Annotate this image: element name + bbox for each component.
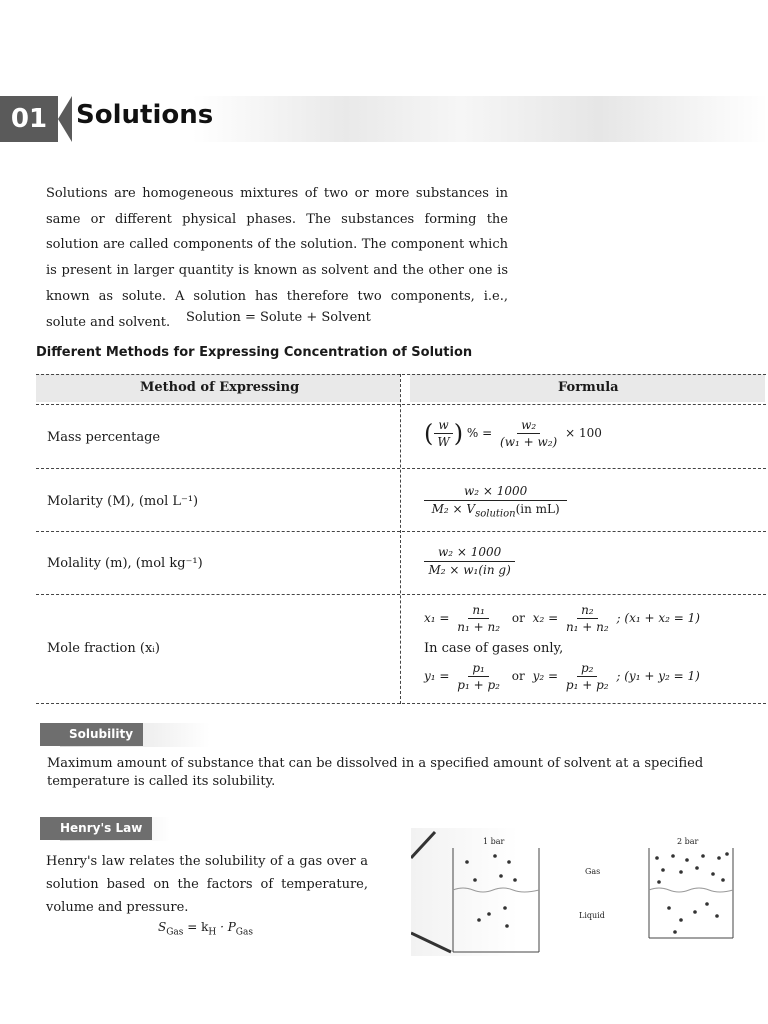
row-label-molality: Molality (m), (mol kg⁻¹)	[47, 556, 203, 571]
henry-description: Henry's law relates the solubility of a gas over a solution based on the factors of temperature, volume and pressure.	[46, 854, 368, 915]
gas-molecules-right	[655, 852, 729, 934]
formula-molality: $\frac{\text{w₂ × 1000}}{\text{M₂ × w₁(in g)}}$	[424, 545, 515, 577]
table-rule	[36, 594, 766, 595]
table-rule	[36, 404, 766, 405]
table-rule	[36, 468, 766, 469]
table-rule	[36, 374, 766, 375]
henry-badge: Henry's Law	[40, 817, 152, 840]
liquid-phase-label: Liquid	[579, 911, 605, 920]
formula-mass-percentage: ( $\frac{w}{W}$ ) % = $\frac{\text{w₂}}{\text{(w₁ + w₂)}}$ × 100	[424, 418, 602, 449]
right-pressure-label: 2 bar	[677, 837, 699, 846]
chapter-title: Solutions	[76, 100, 214, 130]
left-pressure-label: 1 bar	[483, 837, 505, 846]
formula-mole-fraction-x: x₁ = $\frac{\text{n₁}}{\text{n₁ + n₂}}$ or x₂ = $\frac{\text{n₂}}{\text{n₁ + n₂}}$ ; (x₁ + x₂ = 1)	[424, 603, 700, 634]
row-label-mass-percentage: Mass percentage	[47, 430, 161, 445]
row-label-mole-fraction: Mole fraction (xᵢ)	[47, 641, 160, 656]
table-rule	[36, 531, 766, 532]
column-header-method: Method of Expressing	[140, 380, 300, 395]
gas-phase-label: Gas	[585, 867, 601, 876]
solubility-badge: Solubility	[40, 723, 143, 746]
gas-solubility-diagram	[411, 828, 768, 956]
formula-mole-fraction-y: y₁ = $\frac{\text{p₁}}{\text{p₁ + p₂}}$ or y₂ = $\frac{\text{p₂}}{\text{p₁ + p₂}}$ ; (y₁ + y₂ = 1)	[424, 661, 700, 692]
row-label-molarity: Molarity (M), (mol L⁻¹)	[47, 494, 199, 509]
solution-equation: Solution = Solute + Solvent	[186, 310, 371, 325]
henry-law-figure	[411, 828, 768, 956]
section-heading: Different Methods for Expressing Concentration of Solution	[36, 345, 473, 360]
formula-molarity: $\frac{\text{w₂ × 1000}}{M_2 \times V_{solution}(in mL)}$	[424, 484, 567, 519]
henry-equation: $S_{Gas} = k_H \cdot P_{Gas}$	[158, 920, 253, 938]
column-header-formula: Formula	[558, 380, 619, 395]
solubility-definition: Maximum amount of substance that can be dissolved in a specified amount of solvent at a specified temperature is called its solubility.	[47, 756, 704, 789]
gas-note: In case of gases only,	[424, 641, 564, 656]
intro-paragraph: Solutions are homogeneous mixtures of two or more substances in same or different physical phases. The substances forming the solution are called components of the solution. The component which is present in larger quantity is known as solvent and the other one is known as solute. A solution has therefore two components, i.e., solute and solvent.	[46, 186, 508, 330]
chapter-number: 01	[0, 96, 58, 142]
table-rule	[36, 703, 766, 704]
table-column-divider	[400, 374, 401, 704]
chapter-notch	[58, 96, 72, 142]
